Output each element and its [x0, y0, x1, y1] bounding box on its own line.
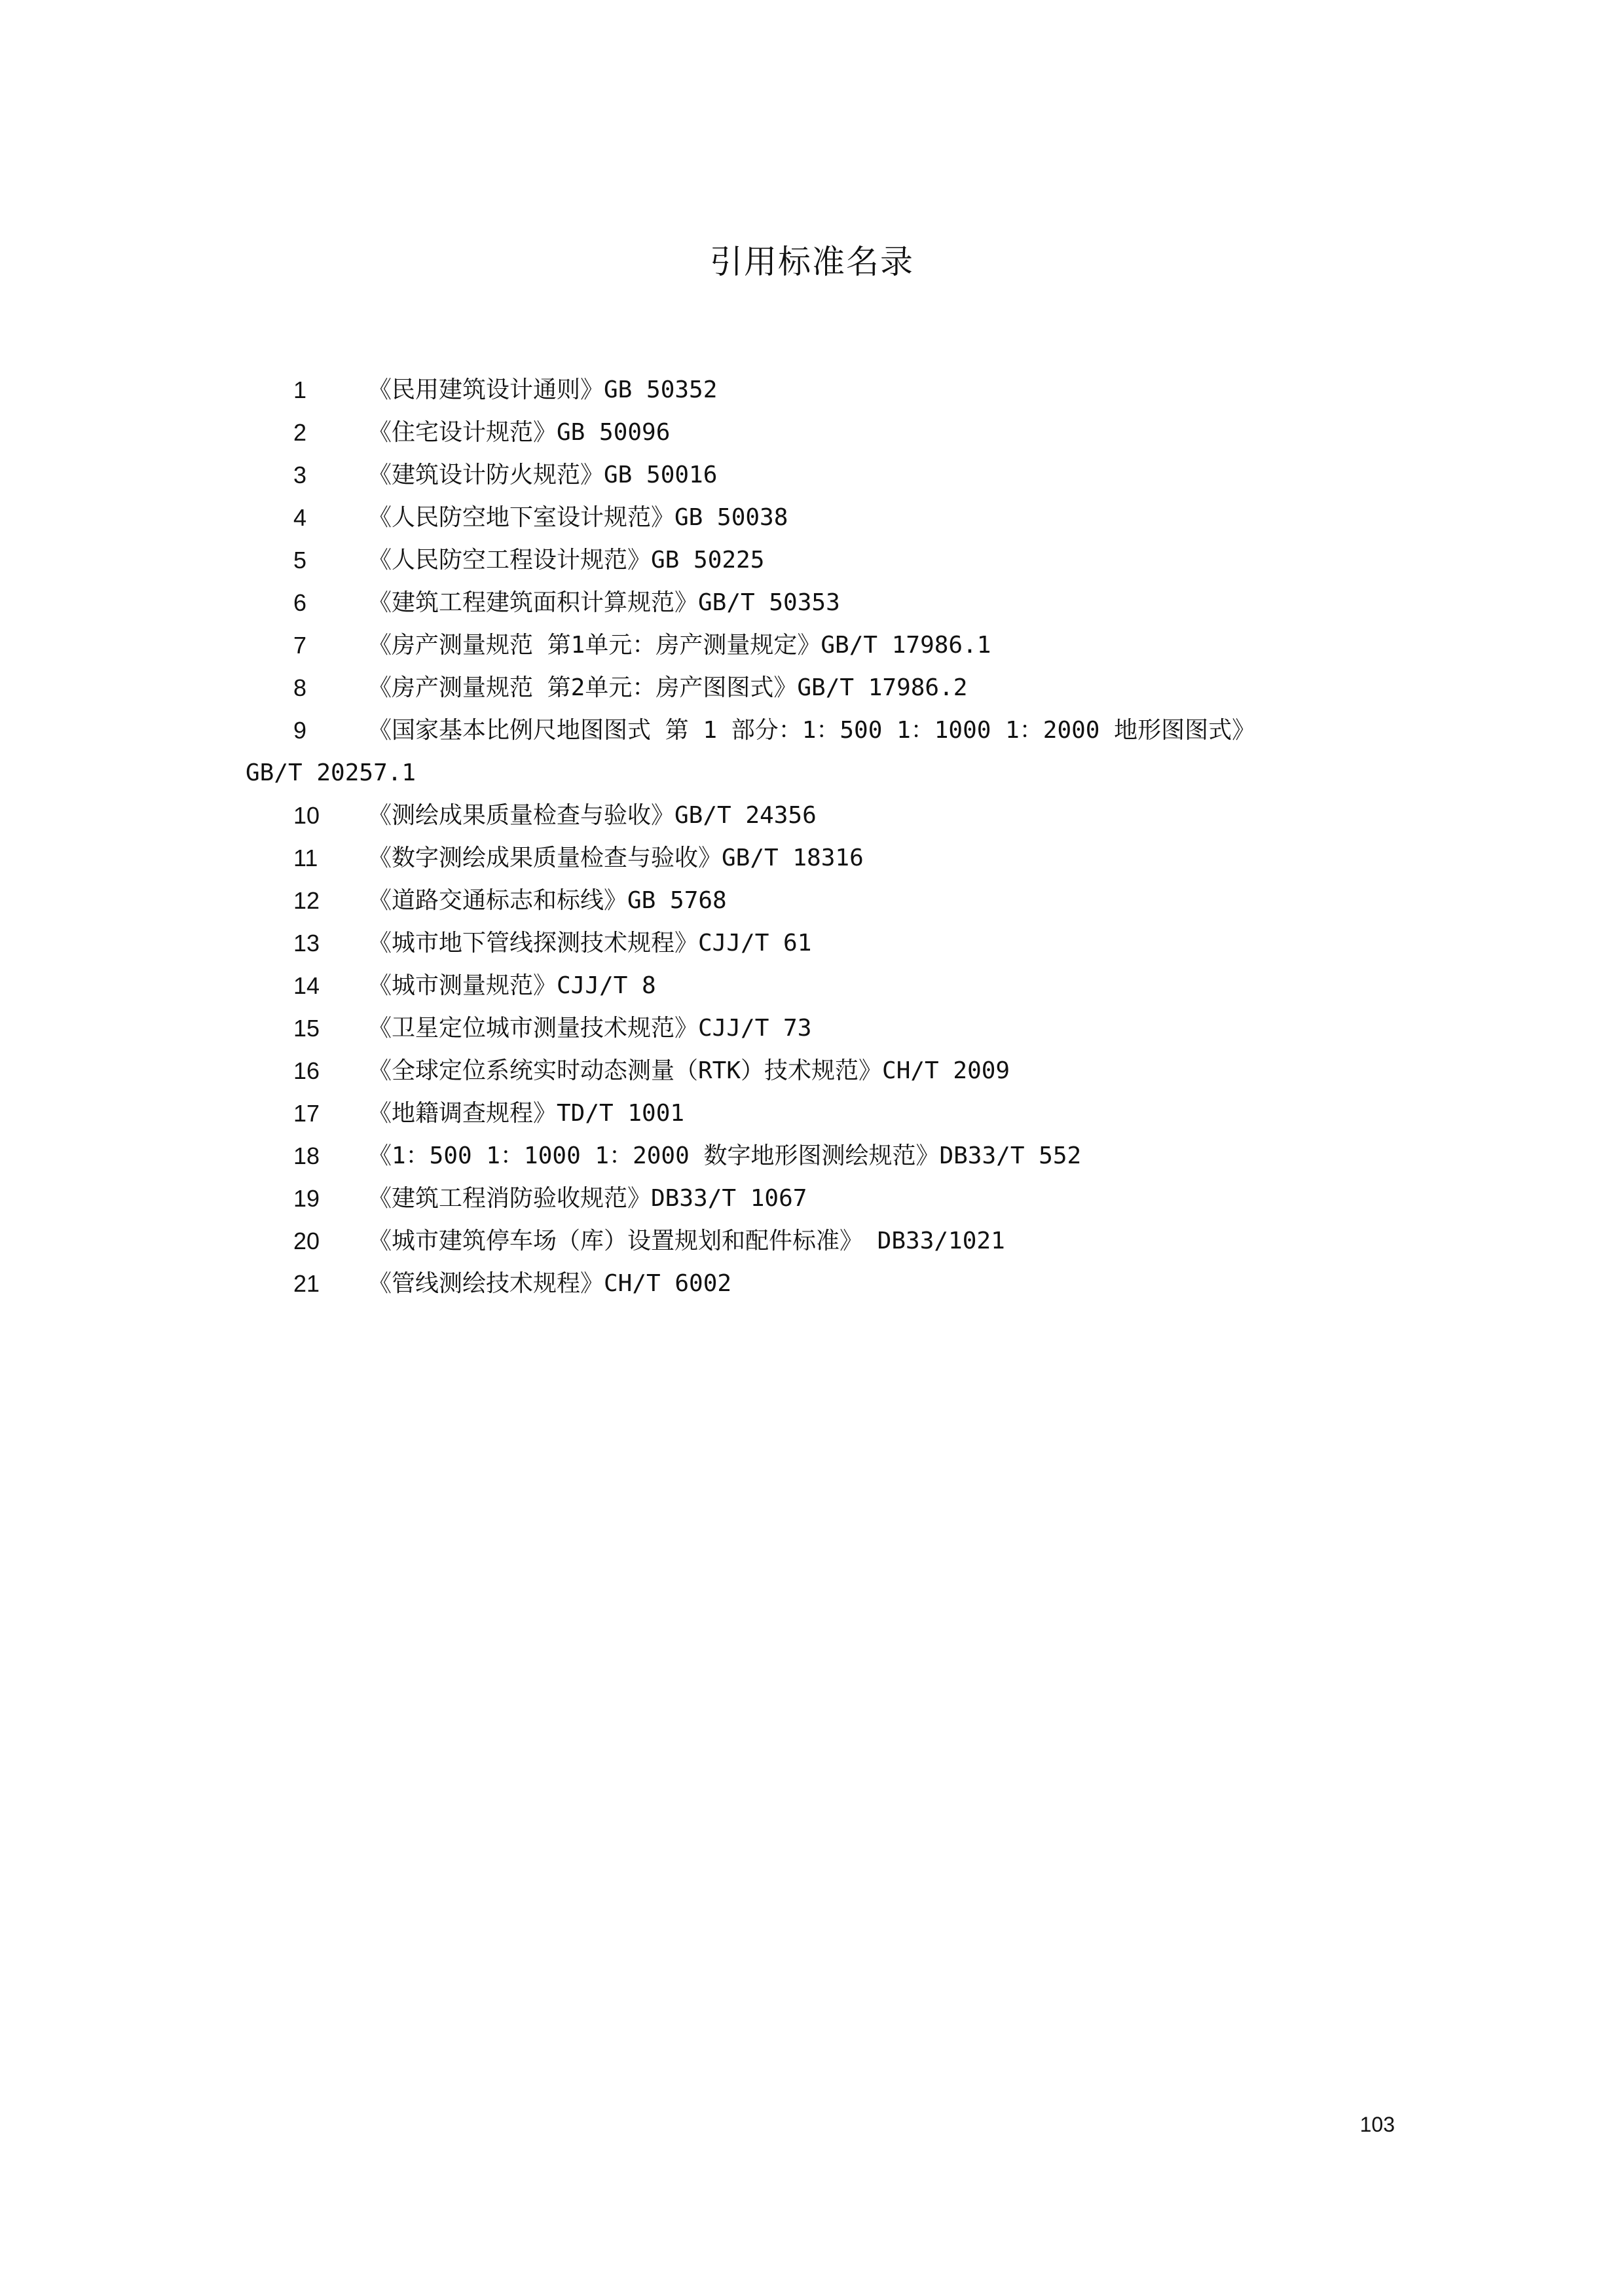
- reference-item: [0, 1262, 1624, 1305]
- reference-text: 《测绘成果质量检查与验收》GB/T 24356: [368, 802, 817, 829]
- reference-item: [0, 666, 1624, 709]
- reference-text: 《城市建筑停车场（库）设置规划和配件标准》 DB33/1021: [368, 1228, 1005, 1254]
- reference-number: 8: [293, 674, 307, 701]
- reference-text: 《建筑工程建筑面积计算规范》GB/T 50353: [368, 589, 840, 616]
- reference-item: [0, 1049, 1624, 1092]
- reference-item: [0, 1220, 1624, 1262]
- reference-list: [0, 369, 1624, 1305]
- reference-text: 《民用建筑设计通则》GB 50352: [368, 376, 718, 403]
- reference-number: 4: [293, 504, 307, 531]
- reference-item: [0, 581, 1624, 624]
- reference-number: 20: [293, 1228, 320, 1254]
- page-title: 引用标准名录: [710, 243, 914, 281]
- reference-number: 16: [293, 1057, 320, 1084]
- reference-number: 15: [293, 1015, 320, 1042]
- reference-number: 21: [293, 1270, 320, 1297]
- reference-item: [0, 1177, 1624, 1220]
- reference-item: [0, 922, 1624, 964]
- reference-number: 1: [293, 376, 307, 403]
- reference-text: 《城市测量规范》CJJ/T 8: [368, 972, 656, 999]
- reference-item: [0, 794, 1624, 837]
- reference-number: 3: [293, 462, 307, 488]
- reference-text: 《建筑设计防火规范》GB 50016: [368, 462, 718, 488]
- reference-text: 《管线测绘技术规程》CH/T 6002: [368, 1270, 732, 1297]
- reference-text: 《国家基本比例尺地图图式 第 1 部分：1：500 1：1000 1：2000 地形图图式》: [368, 717, 1256, 744]
- reference-text: 《数字测绘成果质量检查与验收》GB/T 18316: [368, 845, 864, 871]
- reference-number: 2: [293, 419, 307, 446]
- reference-item: [0, 539, 1624, 581]
- reference-text: 《房产测量规范 第1单元：房产测量规定》GB/T 17986.1: [368, 632, 991, 659]
- reference-number: 12: [293, 887, 320, 914]
- reference-item: [0, 1092, 1624, 1135]
- reference-text: 《住宅设计规范》GB 50096: [368, 419, 671, 446]
- reference-text: 《道路交通标志和标线》GB 5768: [368, 887, 727, 914]
- reference-item: [0, 1007, 1624, 1049]
- reference-number: 9: [293, 717, 307, 744]
- reference-number: 19: [293, 1185, 320, 1212]
- reference-item: [0, 837, 1624, 879]
- reference-item: [0, 454, 1624, 496]
- reference-number: 17: [293, 1100, 320, 1127]
- reference-item: [0, 369, 1624, 411]
- reference-number: 13: [293, 930, 320, 957]
- reference-text: 《城市地下管线探测技术规程》CJJ/T 61: [368, 930, 812, 957]
- reference-item: [0, 709, 1624, 794]
- reference-text: 《全球定位系统实时动态测量（RTK）技术规范》CH/T 2009: [368, 1057, 1010, 1084]
- reference-number: 11: [293, 845, 318, 871]
- reference-item: [0, 1135, 1624, 1177]
- reference-text: 《建筑工程消防验收规范》DB33/T 1067: [368, 1185, 807, 1212]
- reference-item: [0, 964, 1624, 1007]
- reference-text: 《人民防空地下室设计规范》GB 50038: [368, 504, 788, 531]
- page-number: 103: [1359, 2113, 1395, 2136]
- reference-number: 5: [293, 547, 307, 574]
- reference-number: 10: [293, 802, 320, 829]
- reference-item: [0, 879, 1624, 922]
- reference-text: 《房产测量规范 第2单元：房产图图式》GB/T 17986.2: [368, 674, 968, 701]
- reference-text: 《地籍调查规程》TD/T 1001: [368, 1100, 685, 1127]
- reference-number: 6: [293, 589, 307, 616]
- reference-item: [0, 496, 1624, 539]
- reference-text: 《1：500 1：1000 1：2000 数字地形图测绘规范》DB33/T 552: [368, 1142, 1082, 1169]
- reference-number: 7: [293, 632, 307, 659]
- reference-text: 《卫星定位城市测量技术规范》CJJ/T 73: [368, 1015, 812, 1042]
- reference-text: 《人民防空工程设计规范》GB 50225: [368, 547, 765, 574]
- reference-item: [0, 411, 1624, 454]
- reference-number: 18: [293, 1142, 320, 1169]
- reference-item: [0, 624, 1624, 666]
- reference-number: 14: [293, 972, 320, 999]
- reference-text-continuation: GB/T 20257.1: [246, 759, 416, 786]
